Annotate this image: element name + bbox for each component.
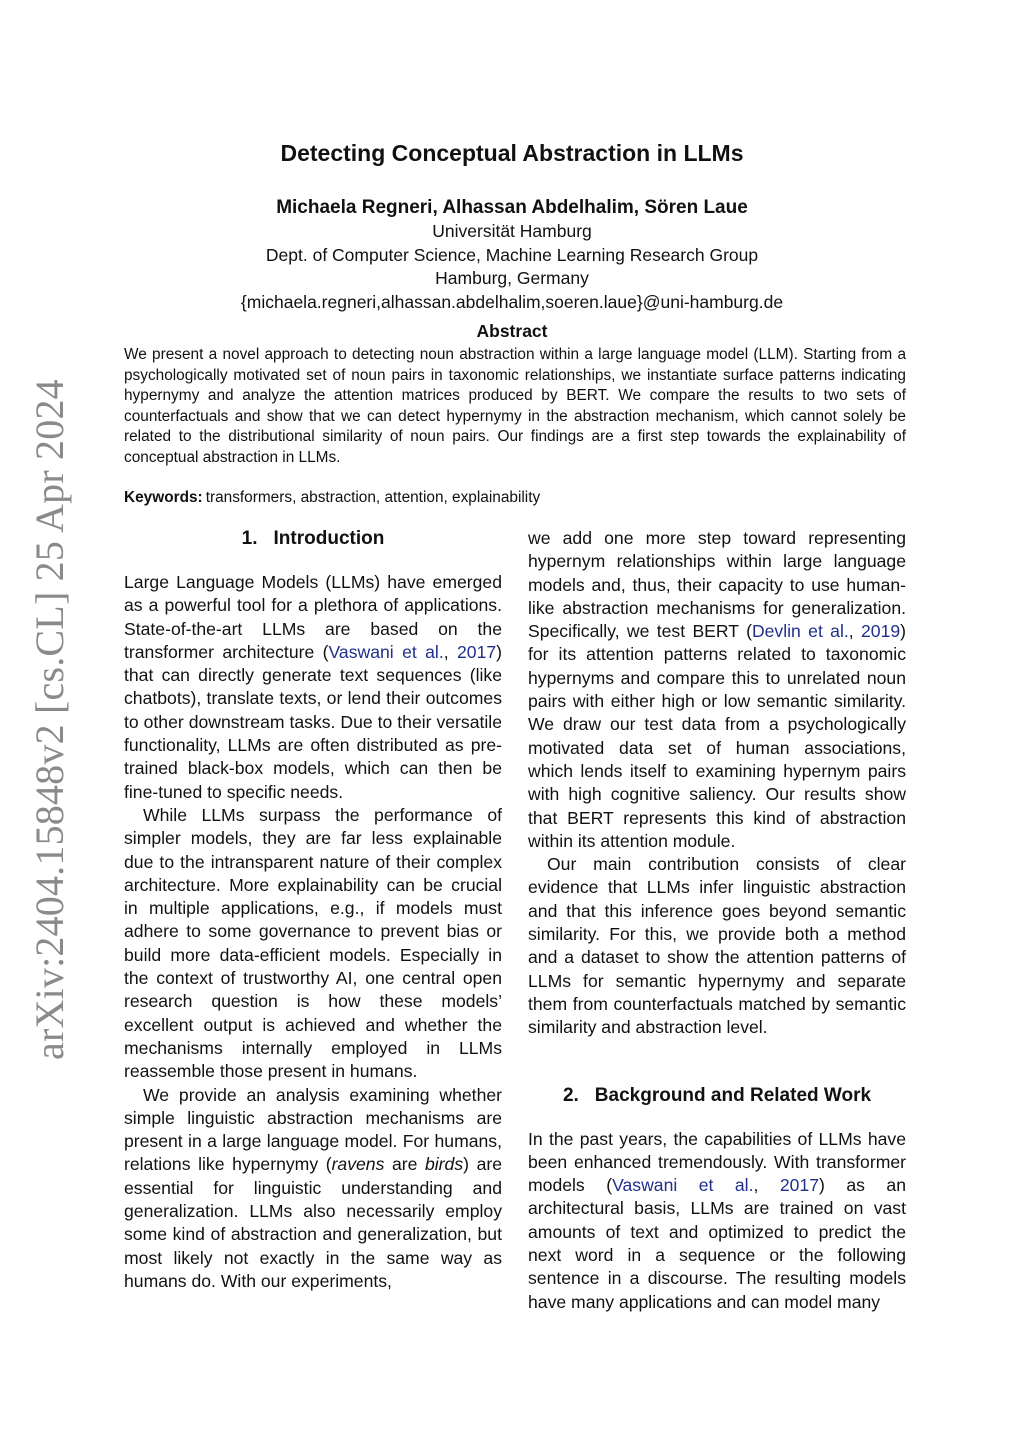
citation-link[interactable]: Vaswani et al. [328, 641, 444, 662]
section-heading-background [528, 1084, 906, 1108]
keywords-label: Keywords: [124, 489, 203, 506]
keywords-text: transformers, abstraction, attention, explainability [205, 489, 541, 506]
arxiv-stamp[interactable]: arXiv:2404.15848v2 [cs.CL] 25 Apr 2024 [27, 379, 72, 1060]
emphasis-text: birds [424, 1154, 464, 1175]
section-number: 2. [562, 1084, 579, 1106]
left-column [124, 527, 502, 1293]
paragraph: Large Language Models (LLMs) have emerged as a powerful tool for a plethora of applications. State-of-the-art LLMs are based on the transformer architecture (Vaswani et al., 2017) that can directly generate text sequences (like chatbots), translate texts, or lend their outcomes to other downstream tasks. Due to their versatile functionality, LLMs are often distributed as pre-trained black-box models, which can then be fine-tuned to specific needs. [124, 572, 502, 802]
affiliation-university: Universität Hamburg [432, 221, 592, 241]
section-heading-introduction [124, 527, 502, 551]
keywords-line [124, 489, 540, 507]
citation-year-link[interactable]: 2019 [861, 621, 901, 642]
affiliation-location: Hamburg, Germany [435, 268, 589, 288]
section-title: Background and Related Work [594, 1084, 872, 1106]
paragraph: we add one more step toward representing hypernym relationships within large language models and, thus, their capacity to use human-like abstraction mechanisms for generalization. Specifically, we test BERT (Devlin et al., 2019) for its attention patterns related to taxonomic hypernyms and compare this to unrelated noun pairs with either high or low semantic similarity. We draw our test data from a psychologically motivated data set of human associations, which lends itself to examining hypernym pairs with high cognitive saliency. Our results show that BERT represents this kind of abstraction within its attention module. [528, 528, 906, 851]
emphasis-text: ravens [331, 1154, 385, 1175]
section-number: 1. [241, 528, 258, 549]
affiliation-emails[interactable]: {michaela.regneri,alhassan.abdelhalim,soeren.laue}@uni-hamburg.de [240, 291, 784, 312]
paragraph: Our main contribution consists of clear evidence that LLMs infer linguistic abstraction and that this inference goes beyond semantic similarity. For this, we provide both a method and a dataset to show the attention patterns of LLMs for semantic hypernymy and separate them from counterfactuals matched by semantic similarity and abstraction level. [528, 854, 906, 1038]
citation-year-link[interactable]: 2017 [779, 1175, 819, 1196]
paragraph: In the past years, the capabilities of LLMs have been enhanced tremendously. With transformer models (Vaswani et al., 2017) as an architectural basis, LLMs are trained on vast amounts of text and optimized to predict the next word in a sequence or the following sentence in a discourse. The resulting models have many applications and can model many [528, 1128, 906, 1312]
citation-link[interactable]: Vaswani et al. [612, 1175, 754, 1196]
affiliation-block [0, 220, 1024, 314]
abstract-text: We present a novel approach to detecting noun abstraction within a large language model (LLM). Starting from a psychologically motivated set of noun pairs in taxonomic relationships, we instantiate surface patterns indicating hypernymy and analyze the attention matrices produced by BERT. We compare the results to two sets of counterfactuals and show that we can detect hypernymy in the abstraction mechanism, which cannot solely be related to the distributional similarity of noun pairs. Our findings are a first step towards the explainability of conceptual abstraction in LLMs. [124, 346, 906, 466]
paper-title: Detecting Conceptual Abstraction in LLMs [280, 140, 744, 166]
citation-year-link[interactable]: 2017 [457, 641, 497, 662]
section-title: Introduction [273, 528, 385, 549]
paragraph: While LLMs surpass the performance of simpler models, they are far less explainable due to the intransparent nature of their complex architecture. More explainability can be crucial in multiple applications, e.g., if models must adhere to some governance to prevent bias or build more data-efficient models. Especially in the context of trustworthy AI, one central open research question is how these models’ excellent output is achieved and whether the mechanisms internally employed in LLMs reassemble those present in humans. [124, 804, 502, 1082]
paragraph: We provide an analysis examining whether simple linguistic abstraction mechanisms are present in a large language model. For humans, relations like hypernymy (ravens are birds) are essential for linguistic understanding and generalization. LLMs also necessarily employ some kind of abstraction and generalization, but most likely not exactly in the same way as humans do. With our experiments, [124, 1084, 502, 1291]
citation-link[interactable]: Devlin et al. [751, 621, 849, 642]
author-list: Michaela Regneri, Alhassan Abdelhalim, Sören Laue [276, 197, 748, 218]
abstract-heading: Abstract [476, 321, 548, 341]
right-column [528, 527, 906, 1314]
affiliation-department: Dept. of Computer Science, Machine Learning Research Group [265, 244, 759, 265]
